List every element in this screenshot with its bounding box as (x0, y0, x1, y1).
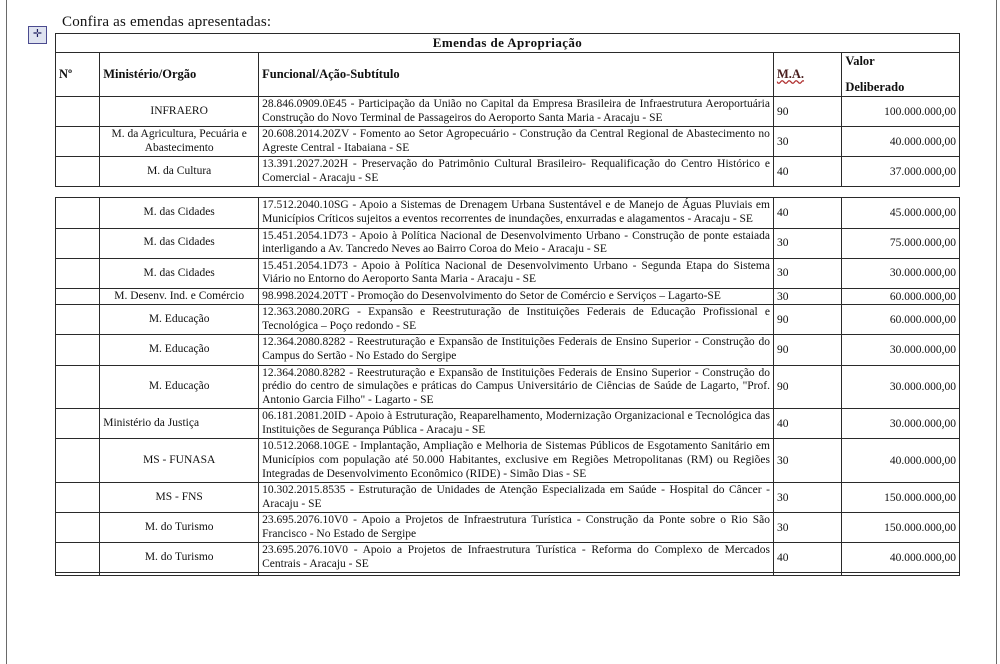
cell-num (56, 365, 100, 409)
cell-ma: 30 (773, 483, 841, 513)
cell-func: 98.998.2024.20TT - Promoção do Desenvolvimento do Setor de Comércio e Serviços – Lagarto-SE (259, 288, 774, 305)
cell-valor: 40.000.000,00 (842, 439, 960, 483)
column-header-valor (842, 53, 960, 97)
column-header-ma-label: M.A. (776, 67, 805, 81)
cell-valor: 60.000.000,00 (842, 288, 960, 305)
cell-num (56, 305, 100, 335)
cell-func (259, 573, 774, 576)
cell-valor: 60.000.000,00 (842, 305, 960, 335)
cell-num (56, 409, 100, 439)
table-header-row (56, 53, 960, 97)
cell-valor: 100.000.000,00 (842, 97, 960, 127)
cell-org: M. Educação (100, 335, 259, 365)
cell-ma: 90 (773, 97, 841, 127)
intro-paragraph: Confira as emendas apresentadas: (62, 14, 272, 30)
cell-valor: 30.000.000,00 (842, 335, 960, 365)
cell-ma: 30 (773, 513, 841, 543)
cell-valor: 45.000.000,00 (842, 198, 960, 228)
cell-org: M. das Cidades (100, 198, 259, 228)
cell-func: 13.391.2027.202H - Preservação do Patrimônio Cultural Brasileiro- Requalificação do Centro Histórico e Comercial - Aracaju - SE (259, 157, 774, 187)
cell-func: 23.695.2076.10V0 - Apoio a Projetos de Infraestrutura Turística - Reforma do Complexo de Mercados Centrais - Aracaju - SE (259, 543, 774, 573)
cell-func: 12.363.2080.20RG - Expansão e Reestruturação de Instituições Federais de Educação Profissional e Tecnológica – Poço redondo - SE (259, 305, 774, 335)
cell-valor: 37.000.000,00 (842, 157, 960, 187)
cell-func: 10.302.2015.8535 - Estruturação de Unidades de Atenção Especializada em Saúde - Hospital do Câncer - Aracaju - SE (259, 483, 774, 513)
table-row (56, 543, 960, 573)
table-row (56, 483, 960, 513)
cell-num (56, 573, 100, 576)
cell-func: 12.364.2080.8282 - Reestruturação e Expansão de Instituições Federais de Ensino Superior - Construção do Campus do Sertão - No Estado do Sergipe (259, 335, 774, 365)
cell-ma: 40 (773, 409, 841, 439)
cell-ma: 40 (773, 157, 841, 187)
table-row (56, 228, 960, 258)
cell-org (100, 573, 259, 576)
cell-num (56, 288, 100, 305)
cell-num (56, 513, 100, 543)
cell-num (56, 483, 100, 513)
emendas-table-block-1 (55, 33, 960, 187)
cell-ma: 30 (773, 127, 841, 157)
cell-org: M. Educação (100, 305, 259, 335)
cell-org: M. do Turismo (100, 513, 259, 543)
cell-org: INFRAERO (100, 97, 259, 127)
table-row (56, 409, 960, 439)
cell-func: 20.608.2014.20ZV - Fomento ao Setor Agropecuário - Construção da Central Regional de Abastecimento no Agreste Central - Itabaiana - SE (259, 127, 774, 157)
cell-org: MS - FNS (100, 483, 259, 513)
cell-valor: 30.000.000,00 (842, 409, 960, 439)
column-header-num: Nº (56, 53, 100, 97)
cell-ma: 40 (773, 198, 841, 228)
cell-num (56, 198, 100, 228)
table-row (56, 513, 960, 543)
cell-num (56, 258, 100, 288)
page-left-rule (6, 0, 7, 664)
table-row (56, 335, 960, 365)
cell-ma (773, 573, 841, 576)
table-row (56, 305, 960, 335)
cell-ma: 90 (773, 335, 841, 365)
cell-valor: 30.000.000,00 (842, 365, 960, 409)
cell-func: 17.512.2040.10SG - Apoio a Sistemas de Drenagem Urbana Sustentável e de Manejo de Águas Pluviais em Municípios Críticos sujeitos a eventos recorrentes de inundações, enxurradas e alagamentos - Aracaju - SE (259, 198, 774, 228)
cell-org: M. Desenv. Ind. e Comércio (100, 288, 259, 305)
cell-num (56, 157, 100, 187)
column-header-valor-line1: Valor (845, 54, 875, 68)
cell-valor: 30.000.000,00 (842, 258, 960, 288)
cell-org: M. Educação (100, 365, 259, 409)
cell-ma: 90 (773, 365, 841, 409)
table-row (56, 198, 960, 228)
table-row (56, 573, 960, 576)
cell-org: M. das Cidades (100, 258, 259, 288)
cell-num (56, 335, 100, 365)
cell-func: 15.451.2054.1D73 - Apoio à Política Nacional de Desenvolvimento Urbano - Construção de ponte estaiada interligando a Av. Tancredo Neves ao Bairro Coroa do Meio - Aracaju - SE (259, 228, 774, 258)
table-row (56, 288, 960, 305)
cell-valor: 150.000.000,00 (842, 513, 960, 543)
table-title: Emendas de Apropriação (56, 34, 960, 53)
cell-org: M. da Agricultura, Pecuária e Abastecimento (100, 127, 259, 157)
cell-func: 12.364.2080.8282 - Reestruturação e Expansão de Instituições Federais de Ensino Superior - Construção do prédio do centro de simulações e práticas do Campus Universitário de Ciências de Saúde de Lagarto, "Prof. Antonio Garcia Filho" - Lagarto - SE (259, 365, 774, 409)
column-header-func: Funcional/Ação-Subtítulo (259, 53, 774, 97)
cell-org: MS - FUNASA (100, 439, 259, 483)
cell-ma: 30 (773, 439, 841, 483)
emendas-table-wrap (55, 33, 960, 576)
emendas-table-block-2 (55, 197, 960, 576)
cell-ma: 30 (773, 288, 841, 305)
cell-func: 28.846.0909.0E45 - Participação da União no Capital da Empresa Brasileira de Infraestrutura Aeroportuária Construção do Novo Terminal de Passageiros do Aeroporto Santa Maria - Aracaju - SE (259, 97, 774, 127)
cell-valor: 40.000.000,00 (842, 543, 960, 573)
page-right-rule (996, 0, 997, 664)
column-header-ma (773, 53, 841, 97)
table-title-row (56, 34, 960, 53)
table-row (56, 439, 960, 483)
cell-ma: 40 (773, 543, 841, 573)
cell-func: 15.451.2054.1D73 - Apoio à Política Nacional de Desenvolvimento Urbano - Segunda Etapa do Sistema Viário no Entorno do Aeroporto Santa Maria - Aracaju - SE (259, 258, 774, 288)
cell-num (56, 543, 100, 573)
table-row (56, 365, 960, 409)
cell-func: 06.181.2081.20ID - Apoio à Estruturação, Reaparelhamento, Modernização Organizacional e Tecnológica das Instituições de Segurança Pública - Aracaju - SE (259, 409, 774, 439)
column-header-valor-line2: Deliberado (845, 80, 905, 94)
table-row (56, 127, 960, 157)
cell-func: 23.695.2076.10V0 - Apoio a Projetos de Infraestrutura Turística - Construção da Ponte sobre o Rio São Francisco - No Estado de Sergipe (259, 513, 774, 543)
move-cross-icon[interactable]: ✛ (28, 26, 47, 44)
cell-ma: 90 (773, 305, 841, 335)
cell-valor (842, 573, 960, 576)
cell-ma: 30 (773, 228, 841, 258)
cell-valor: 40.000.000,00 (842, 127, 960, 157)
cell-ma: 30 (773, 258, 841, 288)
cell-num (56, 228, 100, 258)
column-header-org: Ministério/Orgão (100, 53, 259, 97)
cell-valor: 150.000.000,00 (842, 483, 960, 513)
cell-org: M. da Cultura (100, 157, 259, 187)
cell-func: 10.512.2068.10GE - Implantação, Ampliação e Melhoria de Sistemas Públicos de Esgotamento Sanitário em Municípios com população até 50.000 Habitantes, exclusive em Regiões Metropolitanas (RM) ou Regiões Integradas de Desenvolvimento Econômico (RIDE) - Simão Dias - SE (259, 439, 774, 483)
table-row (56, 258, 960, 288)
cell-org: M. do Turismo (100, 543, 259, 573)
table-row (56, 157, 960, 187)
cell-org: Ministério da Justiça (100, 409, 259, 439)
cell-num (56, 127, 100, 157)
table-row (56, 97, 960, 127)
table-block-gap (55, 187, 960, 197)
cell-num (56, 97, 100, 127)
cell-valor: 75.000.000,00 (842, 228, 960, 258)
cell-num (56, 439, 100, 483)
cell-org: M. das Cidades (100, 228, 259, 258)
